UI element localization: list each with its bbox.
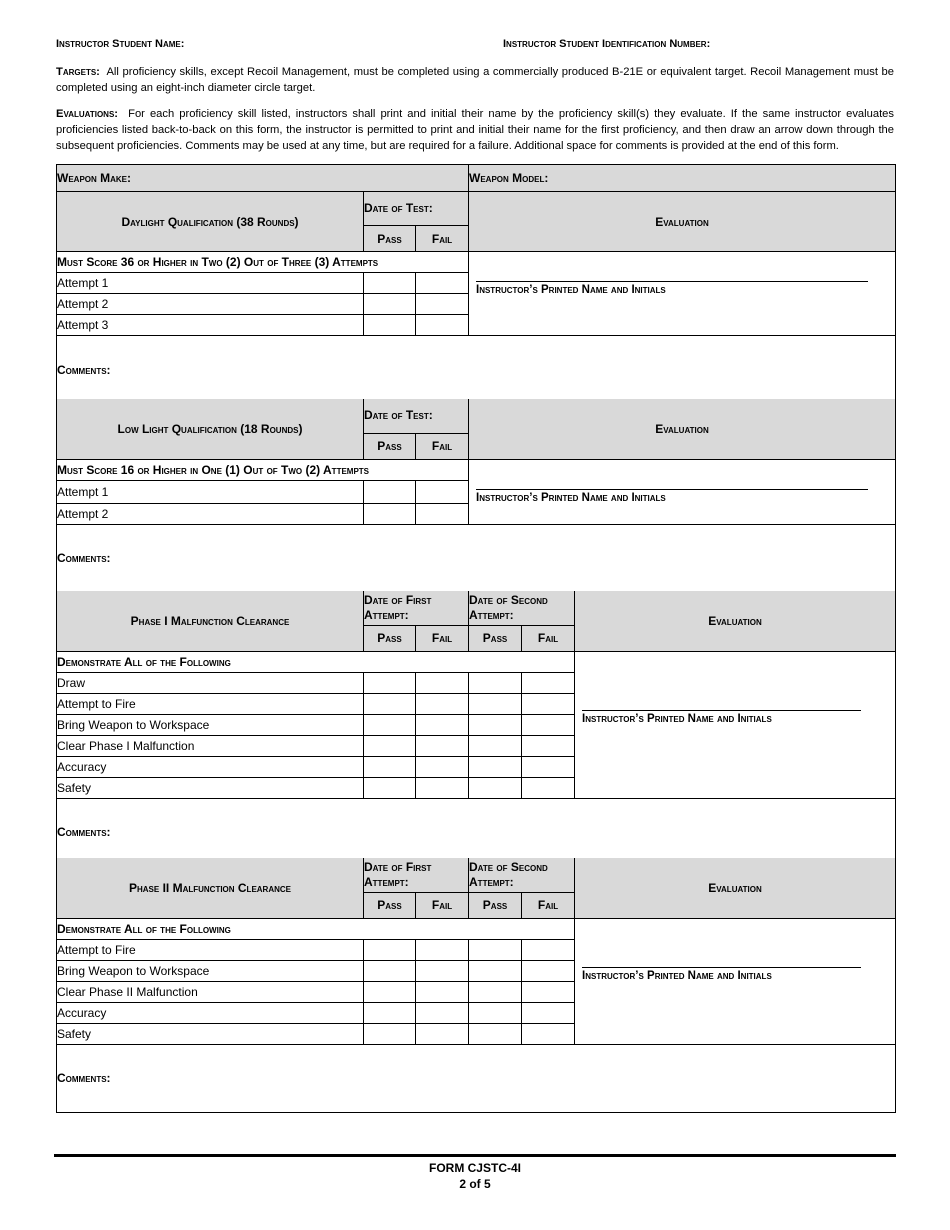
- pass-checkbox[interactable]: [469, 756, 522, 777]
- fail-checkbox[interactable]: [416, 503, 469, 524]
- evaluation-header: Evaluation: [575, 591, 896, 651]
- daylight-requirement: Must Score 36 or Higher in Two (2) Out of Three (3) Attempts: [57, 252, 469, 273]
- fail-checkbox[interactable]: [416, 294, 469, 315]
- evaluation-header: Evaluation: [575, 858, 896, 918]
- phase2-evaluation-cell[interactable]: [575, 918, 896, 1044]
- fail-checkbox[interactable]: [416, 756, 469, 777]
- fail-checkbox[interactable]: [522, 981, 575, 1002]
- form-id: FORM CJSTC-4I: [428, 1161, 521, 1175]
- fail-checkbox[interactable]: [416, 714, 469, 735]
- phase1-comments[interactable]: [57, 798, 896, 866]
- instructor-signature-label: Instructor’s Printed Name and Initials: [476, 491, 666, 504]
- fail-checkbox[interactable]: [522, 777, 575, 798]
- skill-row-label: Accuracy: [57, 1002, 364, 1023]
- fail-checkbox[interactable]: [522, 1002, 575, 1023]
- phase2-requirement: Demonstrate All of the Following: [57, 918, 575, 939]
- fail-checkbox[interactable]: [416, 480, 469, 503]
- date-first-attempt-label[interactable]: Date of First Attempt:: [364, 591, 469, 625]
- fail-checkbox[interactable]: [522, 672, 575, 693]
- instructor-student-id-label: Instructor Student Identification Number:: [503, 38, 711, 50]
- attempt-row-label: Attempt 3: [57, 315, 364, 336]
- skill-row-label: Clear Phase I Malfunction: [57, 735, 364, 756]
- fail-checkbox[interactable]: [522, 735, 575, 756]
- pass-checkbox[interactable]: [364, 693, 416, 714]
- instructor-signature-label: Instructor’s Printed Name and Initials: [582, 969, 772, 982]
- pass-checkbox[interactable]: [469, 1023, 522, 1044]
- fail-checkbox[interactable]: [416, 981, 469, 1002]
- fail-checkbox[interactable]: [416, 939, 469, 960]
- date-second-attempt-label[interactable]: Date of Second Attempt:: [469, 591, 575, 625]
- fail-header: Fail: [522, 625, 575, 651]
- fail-checkbox[interactable]: [522, 693, 575, 714]
- pass-checkbox[interactable]: [364, 672, 416, 693]
- pass-header: Pass: [469, 892, 522, 918]
- pass-checkbox[interactable]: [364, 294, 416, 315]
- targets-paragraph: [56, 64, 894, 96]
- instructor-signature-line[interactable]: [582, 967, 861, 968]
- evaluations-paragraph: [56, 106, 894, 154]
- pass-header: Pass: [364, 433, 416, 459]
- instructor-signature-line[interactable]: [582, 710, 861, 711]
- pass-checkbox[interactable]: [364, 981, 416, 1002]
- pass-checkbox[interactable]: [469, 714, 522, 735]
- targets-text: All proficiency skills, except Recoil Management, must be completed using a commercially produced B-21E or equivalent target. Recoil Management must be completed using an eight-inch diameter circle target.: [56, 66, 894, 94]
- skill-row-label: Bring Weapon to Workspace: [57, 960, 364, 981]
- fail-checkbox[interactable]: [522, 714, 575, 735]
- instructor-signature-line[interactable]: [476, 489, 868, 490]
- fail-header: Fail: [416, 892, 469, 918]
- fail-header: Fail: [416, 433, 469, 459]
- pass-header: Pass: [364, 892, 416, 918]
- evaluations-label: Evaluations:: [56, 108, 118, 120]
- attempt-row-label: Attempt 1: [57, 480, 364, 503]
- comments-label: Comments:: [57, 362, 111, 377]
- phase2-comments[interactable]: [57, 1044, 896, 1112]
- pass-header: Pass: [364, 226, 416, 252]
- phase1-malfunction-table: [56, 591, 896, 867]
- lowlight-qualification-table: [56, 399, 896, 593]
- instructor-signature-label: Instructor’s Printed Name and Initials: [582, 712, 772, 725]
- instructor-student-name-label: Instructor Student Name:: [56, 38, 185, 50]
- instructor-signature-line[interactable]: [476, 281, 868, 282]
- pass-checkbox[interactable]: [469, 960, 522, 981]
- skill-row-label: Clear Phase II Malfunction: [57, 981, 364, 1002]
- fail-header: Fail: [416, 226, 469, 252]
- fail-header: Fail: [416, 625, 469, 651]
- date-second-attempt-label[interactable]: Date of Second Attempt:: [469, 858, 575, 892]
- fail-checkbox[interactable]: [416, 735, 469, 756]
- skill-row-label: Bring Weapon to Workspace: [57, 714, 364, 735]
- weapon-model-label[interactable]: Weapon Model:: [469, 165, 896, 192]
- evaluation-header: Evaluation: [469, 192, 896, 252]
- skill-row-label: Accuracy: [57, 756, 364, 777]
- evaluations-text: For each proficiency skill listed, instructors shall print and initial their name by the proficiency skill(s) they evaluate. If the same instructor evaluates proficiencies listed back-to-back on this form, the instructor is permitted to print and initial their name for the first proficiency, and then draw an arrow down through the subsequent proficiencies. Comments may be used at any time, but are required for a failure. Additional space for comments is provided at the end of this form.: [56, 108, 894, 152]
- phase1-requirement: Demonstrate All of the Following: [57, 651, 575, 672]
- skill-row-label: Safety: [57, 777, 364, 798]
- fail-checkbox[interactable]: [416, 1002, 469, 1023]
- phase2-title: Phase II Malfunction Clearance: [57, 858, 364, 918]
- lowlight-evaluation-cell[interactable]: [469, 459, 896, 524]
- pass-checkbox[interactable]: [364, 273, 416, 294]
- attempt-row-label: Attempt 2: [57, 294, 364, 315]
- date-of-test-label[interactable]: Date of Test:: [364, 192, 469, 226]
- comments-label: Comments:: [57, 825, 111, 839]
- comments-label: Comments:: [57, 1071, 111, 1085]
- page-number: 2 of 5: [459, 1177, 491, 1191]
- pass-checkbox[interactable]: [469, 1002, 522, 1023]
- daylight-qualification-table: [56, 164, 896, 404]
- lowlight-title: Low Light Qualification (18 Rounds): [57, 399, 364, 459]
- pass-checkbox[interactable]: [364, 315, 416, 336]
- daylight-comments[interactable]: [57, 336, 896, 404]
- instructor-signature-label: Instructor’s Printed Name and Initials: [476, 284, 666, 296]
- date-of-test-label[interactable]: Date of Test:: [364, 399, 469, 433]
- weapon-make-label[interactable]: Weapon Make:: [57, 165, 469, 192]
- phase1-title: Phase I Malfunction Clearance: [57, 591, 364, 651]
- fail-checkbox[interactable]: [522, 1023, 575, 1044]
- fail-checkbox[interactable]: [522, 960, 575, 981]
- pass-checkbox[interactable]: [469, 939, 522, 960]
- pass-checkbox[interactable]: [364, 735, 416, 756]
- pass-checkbox[interactable]: [364, 960, 416, 981]
- fail-checkbox[interactable]: [416, 273, 469, 294]
- daylight-evaluation-cell[interactable]: [469, 252, 896, 336]
- lowlight-comments[interactable]: [57, 524, 896, 592]
- evaluation-header: Evaluation: [469, 399, 896, 459]
- fail-checkbox[interactable]: [416, 777, 469, 798]
- daylight-title: Daylight Qualification (38 Rounds): [57, 192, 364, 252]
- pass-checkbox[interactable]: [364, 939, 416, 960]
- pass-checkbox[interactable]: [364, 777, 416, 798]
- pass-checkbox[interactable]: [469, 672, 522, 693]
- phase2-malfunction-table: [56, 858, 896, 1113]
- targets-label: Targets:: [56, 66, 100, 78]
- pass-checkbox[interactable]: [469, 981, 522, 1002]
- fail-checkbox[interactable]: [416, 1023, 469, 1044]
- pass-header: Pass: [364, 625, 416, 651]
- fail-checkbox[interactable]: [416, 672, 469, 693]
- pass-checkbox[interactable]: [469, 735, 522, 756]
- pass-header: Pass: [469, 625, 522, 651]
- fail-checkbox[interactable]: [522, 939, 575, 960]
- fail-checkbox[interactable]: [416, 960, 469, 981]
- skill-row-label: Attempt to Fire: [57, 939, 364, 960]
- pass-checkbox[interactable]: [364, 714, 416, 735]
- fail-checkbox[interactable]: [416, 693, 469, 714]
- footer-rule: [54, 1154, 896, 1157]
- date-first-attempt-label[interactable]: Date of First Attempt:: [364, 858, 469, 892]
- phase1-evaluation-cell[interactable]: [575, 651, 896, 798]
- fail-header: Fail: [522, 892, 575, 918]
- attempt-row-label: Attempt 2: [57, 503, 364, 524]
- pass-checkbox[interactable]: [469, 693, 522, 714]
- skill-row-label: Safety: [57, 1023, 364, 1044]
- comments-label: Comments:: [57, 551, 111, 565]
- skill-row-label: Draw: [57, 672, 364, 693]
- pass-checkbox[interactable]: [469, 777, 522, 798]
- attempt-row-label: Attempt 1: [57, 273, 364, 294]
- pass-checkbox[interactable]: [364, 1002, 416, 1023]
- pass-checkbox[interactable]: [364, 1023, 416, 1044]
- fail-checkbox[interactable]: [522, 756, 575, 777]
- fail-checkbox[interactable]: [416, 315, 469, 336]
- pass-checkbox[interactable]: [364, 503, 416, 524]
- pass-checkbox[interactable]: [364, 756, 416, 777]
- pass-checkbox[interactable]: [364, 480, 416, 503]
- lowlight-requirement: Must Score 16 or Higher in One (1) Out of Two (2) Attempts: [57, 459, 469, 480]
- skill-row-label: Attempt to Fire: [57, 693, 364, 714]
